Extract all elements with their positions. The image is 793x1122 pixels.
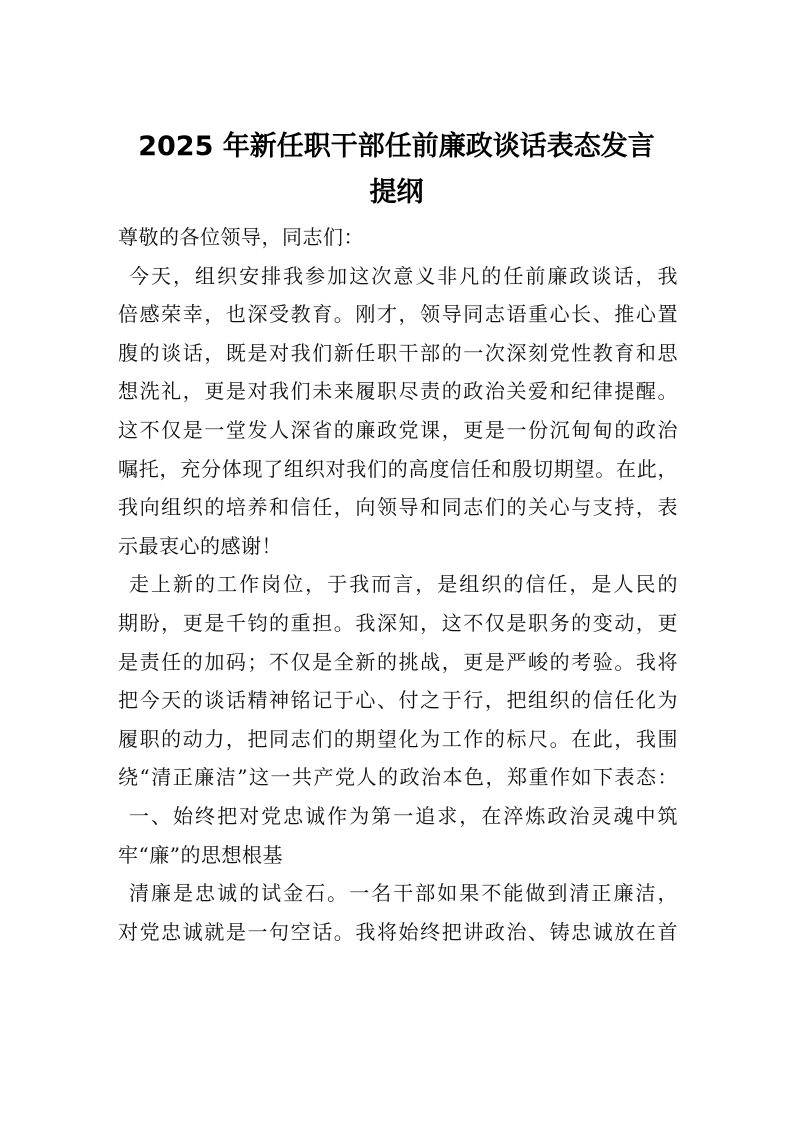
text-line: 想洗礼，更是对我们未来履职尽责的政治关爱和纪律提醒。 [118,379,678,404]
text-line: 走上新的工作岗位，于我而言，是组织的信任，是人民的 [129,572,678,597]
text-line: 对党忠诚就是一句空话。我将始终把讲政治、铸忠诚放在首 [118,919,678,944]
text-line: 腹的谈话，既是对我们新任职干部的一次深刻党性教育和思 [118,340,678,365]
document-body [118,218,678,951]
document-title-line-1: 2025 年新任职干部任前廉政谈话表态发言 [138,131,655,162]
text-line: 一、始终把对党忠诚作为第一追求，在淬炼政治灵魂中筑 [129,803,678,828]
text-line: 牢“廉”的思想根基 [118,842,283,867]
text-line: 示最衷心的感谢！ [118,533,282,558]
text-line: 我向组织的培养和信任，向领导和同志们的关心与支持，表 [118,495,678,520]
text-line: 这不仅是一堂发人深省的廉政党课，更是一份沉甸甸的政治 [118,417,678,442]
text-line: 绕“清正廉洁”这一共产党人的政治本色，郑重作如下表态： [118,765,678,790]
text-line: 期盼，更是千钧的重担。我深知，这不仅是职务的变动，更 [118,610,678,635]
text-line: 嘱托，充分体现了组织对我们的高度信任和殷切期望。在此， [118,456,678,481]
text-line: 是责任的加码；不仅是全新的挑战，更是严峻的考验。我将 [118,649,678,674]
text-line: 履职的动力，把同志们的期望化为工作的标尺。在此，我围 [118,726,678,751]
text-line: 倍感荣幸，也深受教育。刚才，领导同志语重心长、推心置 [118,302,678,327]
document-title-line-2: 提纲 [369,177,424,208]
text-line: 把今天的谈话精神铭记于心、付之于行，把组织的信任化为 [118,688,678,713]
text-line: 今天，组织安排我参加这次意义非凡的任前廉政谈话，我 [129,263,678,288]
text-line: 清廉是忠诚的试金石。一名干部如果不能做到清正廉洁， [129,881,678,906]
text-line: 尊敬的各位领导，同志们： [118,225,364,249]
